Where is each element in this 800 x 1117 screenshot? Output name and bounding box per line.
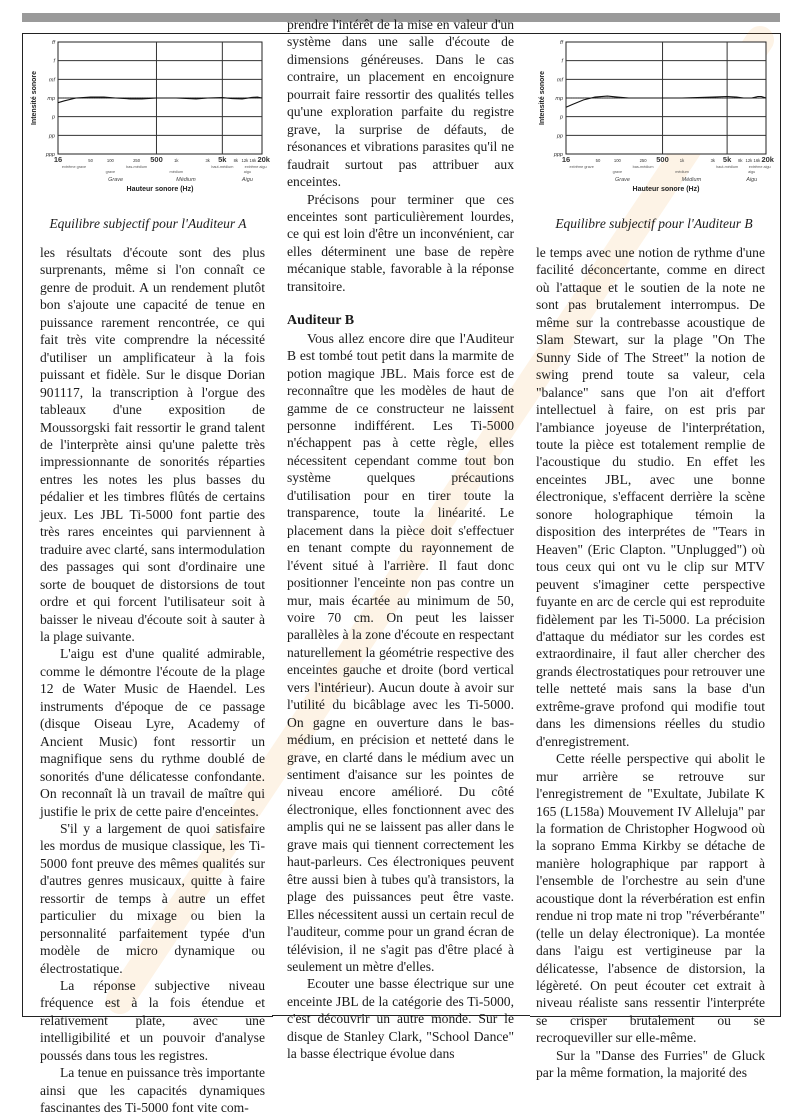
chart-svg-b [534, 36, 774, 214]
paragraph: S'il y a largement de quoi satisfaire les mordus de musique classique, les Ti-5000 font preuve des mêmes qualités sur d'autres genres musicaux, quitte à faire ressortir de temps à autre un effet particulier du mixage ou bien la personnalité parfaitement typée d'un modèle de micro dynamique ou électrostatique. [40, 820, 265, 977]
x-tick-label: 16k [250, 158, 258, 163]
band-sublabel: médium [170, 170, 184, 174]
paragraph: La réponse subjective niveau fréquence est à la fois étendue et relativement plate, avec une intelligibilité et un pouvoir d'analyse poussés dans tous les registres. [40, 977, 265, 1064]
x-tick-label: 100 [614, 158, 622, 163]
x-tick-label: 100 [107, 158, 115, 163]
paragraph: L'aigu est d'une qualité admirable, comme le démontre l'écoute de la plage 12 de Water Music de Haendel. Les instruments d'époque de ce passage (disque Oiseau Lyre, Academy of Ancient Music) font ressortir un magnifique sens du rythme doublé de sonorités d'une délicatesse confondante. On reconnaît là un travail de maître qui justifie le prix de cette paire d'enceintes. [40, 645, 265, 820]
x-tick-label: 5k [723, 155, 732, 164]
band-sublabel: haut-médium [211, 165, 233, 169]
region-label: Aigu [745, 177, 757, 183]
x-tick-label: 250 [133, 158, 141, 163]
y-tick-label: ff [52, 40, 56, 46]
paragraph: Sur la "Danse des Furries" de Gluck par la même formation, la majorité des [536, 1047, 765, 1082]
band-sublabel: extrême grave [62, 165, 86, 169]
paragraph: La tenue en puissance très importante ainsi que les capacités dynamiques fascinantes des Ti-5000 font vite com- [40, 1064, 265, 1116]
y-tick-label: ppp [45, 152, 55, 158]
chart-caption-b: Equilibre subjectif pour l'Auditeur B [534, 216, 774, 232]
region-label: Grave [108, 177, 123, 183]
x-tick-label: 8k [738, 158, 743, 163]
x-tick-label: 250 [640, 158, 648, 163]
x-tick-label: 500 [656, 155, 669, 164]
band-sublabel: grave [106, 170, 116, 174]
paragraph: Précisons pour terminer que ces enceintes sont particulièrement lourdes, ce qui est loin d'être un inconvénient, car elles déterminent une base de repère mécanique stable, favorable à la réponse transitoire. [287, 191, 514, 296]
chart-auditeur-a [26, 36, 270, 236]
band-sublabel: haut-médium [716, 165, 738, 169]
y-tick-label: pp [556, 133, 563, 139]
chart-auditeur-b [534, 36, 774, 236]
y-axis-title: Intensité sonore [31, 71, 38, 125]
paragraph: le temps avec une notion de rythme d'une facilité déconcertante, comme en direct où l'attaque et le soutien de la note ne sont pas brutalement interrompus. De même sur la contrebasse acoustique de Slam Stewart, sur la plage "On The Sunny Side of The Street" la notion de swing prend toute sa valeur, cela "balance" sans que l'on ait d'effort intellectuel à faire, on est pris par l'ambiance joyeuse de l'interprétation, toute la pièce est totalement remplie de l'acoustique du studio. En effet les enceintes JBL, avec une bonne électronique, s'effacent derrière la scène sonore holographique témoin la disposition des interprétes de "Tears in Heaven" (Eric Clapton. "Unplugged") où tous ceux qui ont vu le clip sur MTV peuvent s'imaginer cette perspective fuyante en arc de cercle qui est reproduite fidèlement par les Ti-5000. La précision d'attaque du médiator sur les cordes est extraordinaire, il faut aller chercher des grands électrostatiques pour retrouver une telle netteté mais sans la base d'un extrême-grave profond qui modifie tout dans les dimensions réelles du studio d'enregistrement. [536, 244, 765, 750]
column-c [536, 244, 765, 1082]
paragraph: Cette réelle perspective qui abolit le mur arrière se retrouve sur l'enregistrement de "Exultate, Jubilate K 165 (L158a) Mouvement IV Alleluja" par la formation de Christopher Hogwood où la soprano Emma Kirkby se détache de manière holographique par rapport à l'ensemble de l'orchestre au sein d'une acoustique dont la réverbération est enfin rendue ni trop mate ni trop "réverbérante" (telle un delay électronique). La montée dans l'aigu est vertigineuse par la délicatesse, l'absence de distorsion, la légèreté. On peut écouter cet extrait à niveau réaliste sans ressentir l'interpréte se crisper brutalement ou se recroqueviller sur elle-même. [536, 750, 765, 1047]
y-tick-label: pp [48, 133, 55, 139]
band-sublabel: grave [613, 170, 623, 174]
paragraph: Vous allez encore dire que l'Auditeur B est tombé tout petit dans la marmite de potion magique JBL. Mais force est de reconnaître que les modèles de haut de gamme de ce constructeur ne laissent personne indifférent. Les Ti-5000 n'échappent pas à cette règle, elles nécessitent cependant comme tout bon système quelques précautions d'utilisation pour en tirer toute la transparence, toute la linéarité. Le placement dans la pièce doit s'effectuer en tenant compte du rayonnement de l'évent situé à l'arrière. Il faut donc positionner l'enceinte non pas contre un mur, mais écartée au minimum de 50, voire 70 cm. On peut les laisser parallèles à la zone d'écoute en respectant naturellement la géométrie respective des enceintes gauche et droite (bord vertical vers l'intérieur). Aucun doute à avoir sur l'utilité du bicâblage avec les Ti-5000. On gagne en ouverture dans le bas-médium, en précision et netteté dans le grave, en clarté dans le médium avec un sentiment d'aisance sur les pointes de niveau encore amélioré. Du côté électronique, elles fonctionnent avec des amplis qui ne se laissent pas aller dans le grave mais qui tiennent correctement les haut-parleurs. Ces électroniques peuvent être aussi bien à tubes qu'à transistors, la plage des puissances peut être vaste. Elles nécessitent aussi un certain recul de l'auditeur, comme pour un grand écran de télévision, il ne s'agit pas d'être placé à seulement un mètre d'elles. [287, 330, 514, 976]
x-tick-label: 5k [218, 155, 227, 164]
x-tick-label: 12k [242, 158, 250, 163]
band-sublabel: médium [675, 170, 689, 174]
column-a [40, 244, 265, 1117]
paragraph: prendre l'intérêt de la mise en valeur d'un système dans une salle d'écoute de dimensions généreuses. Dans le cas contraire, un placement en encoignure pourrait faire ressortir des qualités telles qu'une exploration parfaite du registre grave, la surprise de défauts, de résonances et vibrations parasites qu'il ne faudrait surtout pas attribuer aux enceintes. [287, 16, 514, 191]
band-sublabel: extrême grave [570, 165, 594, 169]
x-axis-title: Hauteur sonore (Hz) [127, 186, 194, 193]
band-sublabel: extrême aigu [245, 165, 267, 169]
column-b [287, 16, 514, 1063]
y-tick-label: mp [47, 96, 55, 102]
x-tick-label: 1k [680, 158, 685, 163]
x-tick-label: 1k [174, 158, 179, 163]
chart-svg-a [26, 36, 270, 214]
region-label: Médium [682, 177, 702, 183]
x-tick-label: 50 [88, 158, 93, 163]
chart-caption-a: Equilibre subjectif pour l'Auditeur A [26, 216, 270, 232]
paragraph: les résultats d'écoute sont des plus surprenants, même si l'on connaît ce genre de produit. A un rendement plutôt bon s'ajoute une capacité de tenue en puissance rarement rencontrée, ce qui fait très vite comprendre la nécessité d'utiliser un amplificateur à la fois puissant et fidèle. Sur le disque Dorian 901117, la transcription à l'orgue des tableaux d'une exposition de Moussorgski fait ressortir le grand talent de l'interprète ainsi qu'une palette très impressionnante de sonorités réparties entres les notes les plus basses du pédalier et les timbres flûtés de certains jeux. Les JBL Ti-5000 font partie des très rares enceintes qui parviennent à traduire avec clarté, sans intermodulation des passages qui sont d'ordinaire une sorte de bouquet de distorsions de tout ordre et qui forcent l'utilisateur soit à baisser le niveau d'écoute soit à sauter à la plage suivante. [40, 244, 265, 645]
y-tick-label: p [559, 115, 563, 121]
y-tick-label: mf [557, 77, 564, 83]
region-label: Aigu [241, 177, 253, 183]
region-label: Médium [176, 177, 196, 183]
y-tick-label: ppp [553, 152, 563, 158]
section-heading-auditeur-b: Auditeur B [287, 312, 514, 329]
x-tick-label: 3k [205, 158, 210, 163]
y-tick-label: ff [560, 40, 564, 46]
band-sublabel: aigu [748, 170, 755, 174]
y-tick-label: f [53, 59, 55, 65]
x-tick-label: 16 [54, 155, 62, 164]
x-tick-label: 20k [761, 155, 774, 164]
band-sublabel: bas-médium [126, 165, 147, 169]
x-tick-label: 12k [746, 158, 754, 163]
x-tick-label: 16 [562, 155, 570, 164]
paragraph: Ecouter une basse électrique sur une enceinte JBL de la catégorie des Ti-5000, c'est découvrir un autre monde. Sur le disque de Stanley Clark, "School Dance" la basse électrique évolue dans [287, 975, 514, 1062]
x-tick-label: 8k [234, 158, 239, 163]
x-axis-title: Hauteur sonore (Hz) [633, 186, 700, 193]
band-sublabel: extrême aigu [749, 165, 771, 169]
x-tick-label: 20k [257, 155, 270, 164]
band-sublabel: aigu [244, 170, 251, 174]
x-tick-label: 3k [711, 158, 716, 163]
x-tick-label: 50 [596, 158, 601, 163]
y-tick-label: p [51, 115, 55, 121]
y-tick-label: mf [49, 77, 56, 83]
y-tick-label: f [561, 59, 563, 65]
region-label: Grave [615, 177, 630, 183]
y-tick-label: mp [555, 96, 563, 102]
x-tick-label: 16k [754, 158, 762, 163]
x-tick-label: 500 [150, 155, 163, 164]
y-axis-title: Intensité sonore [539, 71, 546, 125]
band-sublabel: bas-médium [633, 165, 654, 169]
